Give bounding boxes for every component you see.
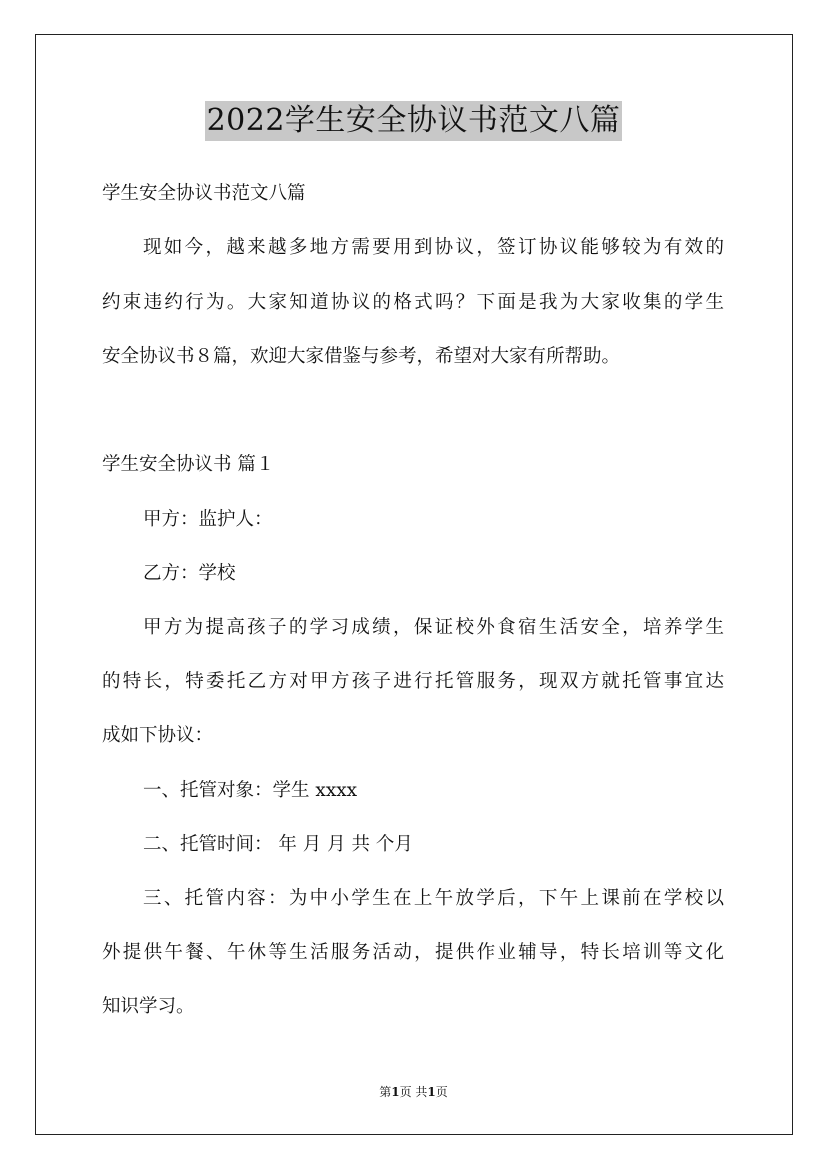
item-3-line-1: 三、托管内容：为中小学生在上午放学后，下午上课前在学校以 (143, 888, 724, 909)
purpose-line-1: 甲方为提高孩子的学习成绩，保证校外食宿生活安全，培养学生 (143, 617, 724, 638)
page-footer (0, 1084, 827, 1100)
title-container (0, 101, 827, 141)
purpose-line-2: 的特长，特委托乙方对甲方孩子进行托管服务，现双方就托管事宜达 (102, 671, 724, 692)
item-3-line-3: 知识学习。 (102, 996, 195, 1017)
item-1: 一、托管对象：学生 xxxx (143, 780, 358, 801)
intro-line-1: 现如今，越来越多地方需要用到协议，签订协议能够较为有效的 (143, 237, 724, 258)
footer-total-pages: 1 (427, 1085, 436, 1099)
purpose-line-3: 成如下协议： (102, 725, 214, 746)
intro-line-3: 安全协议书８篇，欢迎大家借鉴与参考，希望对大家有所帮助。 (102, 346, 621, 367)
footer-page-number: 1 (391, 1085, 400, 1099)
footer-mid: 页 共 (399, 1085, 428, 1099)
party-b: 乙方：学校 (143, 563, 236, 584)
item-3-line-2: 外提供午餐、午休等生活服务活动，提供作业辅导，特长培训等文化 (102, 942, 724, 963)
party-a: 甲方：监护人： (143, 509, 273, 530)
footer-prefix: 第 (379, 1085, 392, 1099)
item-2: 二、托管时间： 年 月 月 共 个月 (143, 834, 413, 855)
document-title: 2022学生安全协议书范文八篇 (205, 101, 623, 141)
intro-line-2: 约束违约行为。大家知道协议的格式吗？下面是我为大家收集的学生 (102, 292, 724, 313)
section-heading: 学生安全协议书 篇１ (102, 454, 275, 475)
footer-suffix: 页 (435, 1085, 448, 1099)
document-subtitle: 学生安全协议书范文八篇 (102, 183, 306, 204)
